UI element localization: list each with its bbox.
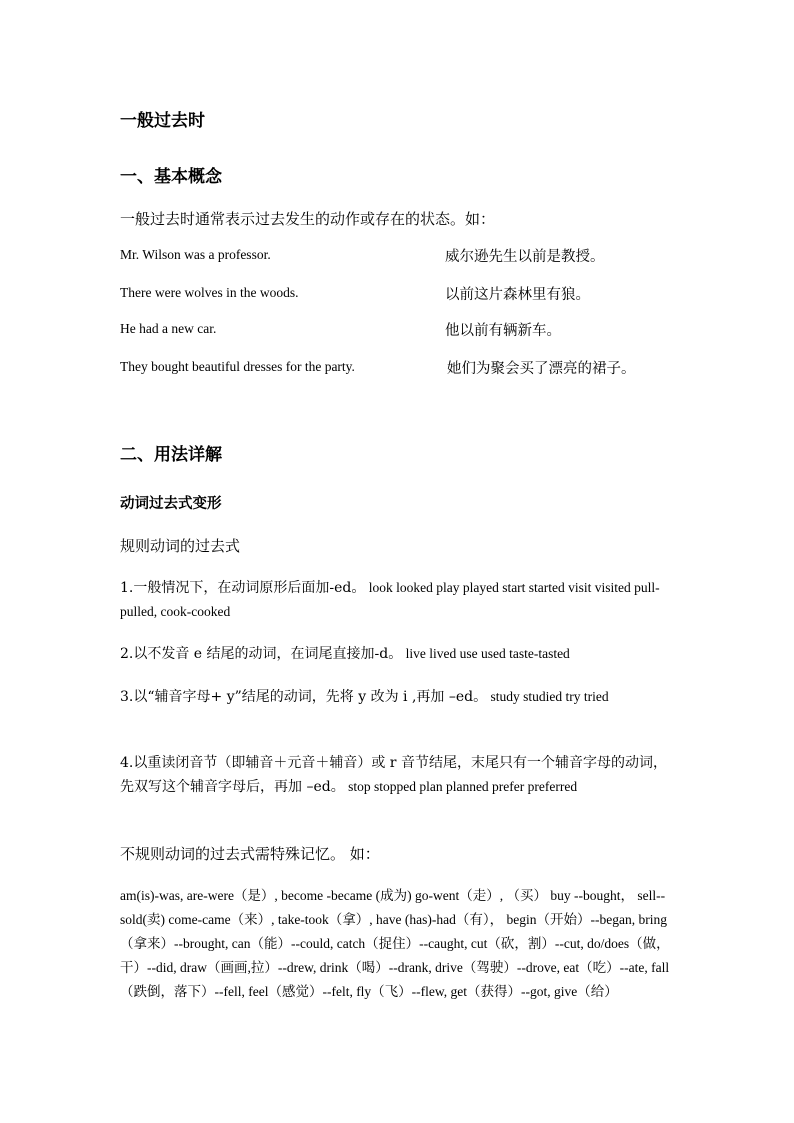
document-title: 一般过去时 [120,111,205,131]
regular-verbs-title: 规则动词的过去式 [120,537,241,555]
example-en: Mr. Wilson was a professor. [120,247,271,262]
irregular-verbs-list: am(is)-was, are-were（是）, become -became (成为) go-went（走）, （买） buy --bought， sell--sold(卖) come-came（来）, take-took（拿）, have (has)-had（有）， begin（开始）--began, bring（拿来）--brought, can（能）--could, catch（捉住）--caught, cut（砍，割）--cut, do/does（做，干）--did, draw（画画,拉）--drew, drink（喝）--drank, drive（驾驶）--drove, eat（吃）--ate, fall（跌倒，落下）--fell, feel（感觉）--felt, fly（飞）--flew, get（获得）--got, give（给） [120,888,670,999]
rule-text: 1.一般情况下，在动词原形后面加-ed。 [120,580,366,596]
rule-text: 2.以不发音 e 结尾的动词，在词尾直接加-d。 [120,646,403,662]
section1-intro: 一般过去时通常表示过去发生的动作或存在的状态。如： [120,210,496,228]
rule-4 [120,751,676,799]
section2-heading: 二、用法详解 [120,445,222,465]
rule-examples: live lived use used taste-tasted [402,646,570,661]
irregular-verbs-title: 不规则动词的过去式需特殊记忆。 如： [120,845,380,863]
example-en: There were wolves in the woods. [120,285,299,300]
example-en: He had a new car. [120,321,217,336]
example-cn: 他以前有辆新车。 [445,323,561,339]
example-cn: 她们为聚会买了漂亮的裙子。 [447,361,636,377]
rule-text: 3.以“辅音字母+ y”结尾的动词，先将 y 改为 i ,再加 –ed。 [120,689,488,705]
section1-heading: 一、基本概念 [120,167,222,187]
rule-3 [120,685,676,709]
rule-1 [120,576,676,624]
rule-text: 4.以重读闭音节（即辅音＋元音＋辅音）或 r 音节结尾，末尾只有一个辅音字母的动词，先双写这个辅音字母后，再加 –ed。 [120,755,667,795]
example-cn: 威尔逊先生以前是教授。 [445,249,605,265]
rule-examples: stop stopped plan planned prefer preferred [344,779,578,794]
example-en: They bought beautiful dresses for the party. [120,359,355,374]
section2-subheading: 动词过去式变形 [120,495,222,512]
rule-examples: study studied try tried [487,689,609,704]
rule-2 [120,642,676,666]
example-cn: 以前这片森林里有狼。 [445,287,590,303]
rule-examples: look looked play played start started visit visited pull-pulled, cook-cooked [120,580,660,619]
